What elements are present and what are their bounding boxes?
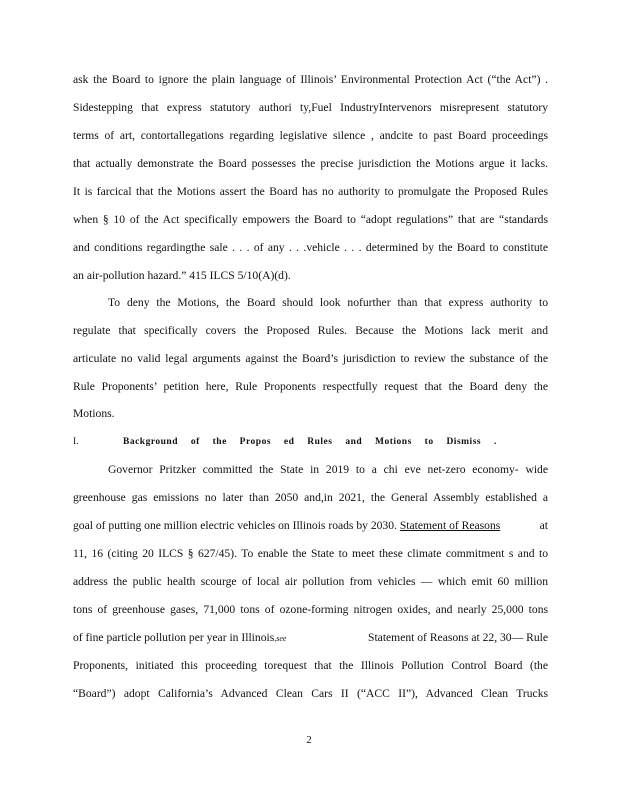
body-line: Motions. (73, 407, 115, 420)
body-line: tons of greenhouse gases, 71,000 tons of ozone-forming nitrogen oxides, and nearly 25,000 tons (73, 603, 548, 616)
body-line: “Board”) adopt California’s Advanced Clean Cars II (“ACC II”), Advanced Clean Trucks (73, 687, 548, 700)
body-line: that actually demonstrate the Board possesses the precise jurisdiction the Motions argue it lacks. (73, 157, 548, 170)
see-signal: ,see (274, 634, 287, 643)
page-number: 2 (306, 734, 312, 746)
body-line-text: goal of putting one million electric vehicles on Illinois roads by 2030. (73, 519, 397, 532)
body-line: ask the Board to ignore the plain language of Illinois’ Environmental Protection Act (“the Act”) . (73, 73, 548, 86)
body-line: To deny the Motions, the Board should look nofurther than that express authority to (108, 296, 548, 309)
body-line: terms of art, contortallegations regarding legislative silence , andcite to past Board proceedings (73, 129, 548, 142)
section-title: Background of the Propos ed Rules and Motions to Dismiss . (123, 437, 497, 447)
body-line: Sidestepping that express statutory authori ty,Fuel IndustryIntervenors misrepresent statutory (73, 101, 548, 114)
body-line: regulate that specifically covers the Proposed Rules. Because the Motions lack merit and (73, 324, 548, 337)
body-line: and conditions regardingthe sale . . . of any . . .vehicle . . . determined by the Board to constitute (73, 241, 548, 254)
body-line: greenhouse gas emissions no later than 2050 and,in 2021, the General Assembly established a (73, 491, 548, 504)
section-number: I. (73, 437, 79, 447)
body-line: articulate no valid legal arguments against the Board’s jurisdiction to review the substance of the (73, 352, 548, 365)
body-line-tail: at (539, 519, 548, 532)
statement-of-reasons-citation: Statement of Reasons (399, 519, 501, 532)
body-line: 11, 16 (citing 20 ILCS § 627/45). To enable the State to meet these climate commitment s and to (73, 547, 548, 560)
body-line: Rule Proponents’ petition here, Rule Proponents respectfully request that the Board deny the (73, 380, 548, 393)
body-line: address the public health scourge of local air pollution from vehicles — which emit 60 million (73, 575, 548, 588)
body-line: It is farcical that the Motions assert the Board has no authority to promulgate the Proposed Rules (73, 185, 548, 198)
section-heading (73, 435, 497, 449)
body-line: an air-pollution hazard.” 415 ILCS 5/10(A)(d). (73, 269, 291, 282)
body-line (73, 631, 548, 646)
body-line-tail: Statement of Reasons at 22, 30— Rule (368, 631, 548, 644)
body-line-text: of fine particle pollution per year in Illinois (73, 631, 275, 644)
body-line (73, 519, 548, 533)
body-line: when § 10 of the Act specifically empowers the Board to “adopt regulations” that are “standards (73, 213, 548, 226)
body-line: Governor Pritzker committed the State in 2019 to a chi eve net-zero economy- wide (108, 463, 548, 476)
body-line: Proponents, initiated this proceeding torequest that the Illinois Pollution Control Board (the (73, 659, 548, 672)
